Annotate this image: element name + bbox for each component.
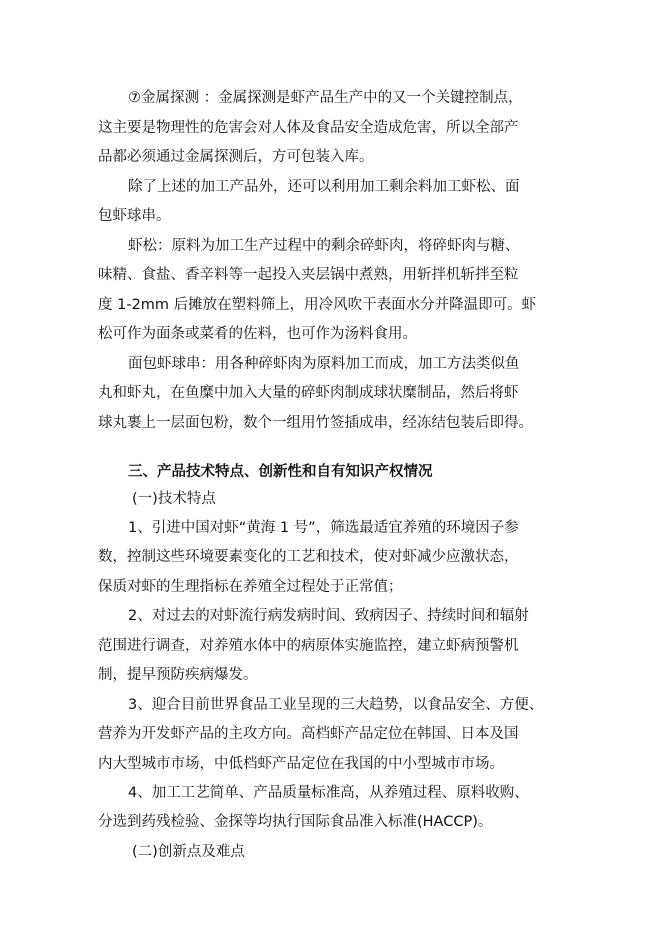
list-item-line: 保质对虾的生理指标在养殖全过程处于正常值； [98, 579, 403, 595]
text-line: 品都必须通过金属探测后，方可包装入库。 [98, 149, 374, 165]
text-line: 味精、食盐、香辛料等一起投入夹层锅中煮熟，用斩拌机斩拌至粒 [98, 267, 519, 283]
subsection-heading: (一)技术特点 [132, 491, 216, 507]
text-line: 度 1-2mm 后摊放在塑料筛上，用冷风吹干表面水分并降温即可。虾 [98, 297, 537, 313]
subsection-heading: (二)创新点及难点 [132, 844, 245, 860]
text-line: 虾松：原料为加工生产过程中的剩余碎虾肉，将碎虾肉与糖、 [128, 238, 520, 254]
list-item-line: 4、加工工艺简单、产品质量标准高，从养殖过程、原料收购、 [128, 785, 529, 801]
text-line: 除了上述的加工产品外，还可以利用加工剩余料加工虾松、面 [128, 179, 520, 195]
text-line: 这主要是物理性的危害会对人体及食品安全造成危害，所以全部产 [98, 120, 519, 136]
list-item-line: 2、对过去的对虾流行病发病时间、致病因子、持续时间和辐射 [128, 608, 529, 624]
list-item-line: 3、迎合目前世界食品工业呈现的三大趋势，以食品安全、方便、 [128, 697, 544, 713]
text-line: ⑦金属探测 ：金属探测是虾产品生产中的又一个关键控制点， [128, 90, 523, 106]
list-item-line: 范围进行调查，对养殖水体中的病原体实施监控，建立虾病预警机 [98, 638, 519, 654]
list-item-line: 分选到药残检验、金探等均执行国际食品准入标准(HACCP)。 [98, 814, 493, 830]
text-line: 包虾球串。 [98, 208, 171, 224]
text-line: 球丸裹上一层面包粉，数个一组用竹签插成串，经冻结包装后即得。 [98, 415, 533, 431]
list-item-line: 内大型城市市场，中低档虾产品定位在我国的中小型城市市场。 [98, 756, 504, 772]
section-heading: 三、产品技术特点、创新性和自有知识产权情况 [128, 464, 433, 480]
list-item-line: 数，控制这些环境要素变化的工艺和技术，使对虾减少应激状态， [98, 549, 519, 565]
list-item-line: 制，提早预防疾病爆发。 [98, 667, 258, 683]
text-line: 面包虾球串：用各种碎虾肉为原料加工而成，加工方法类似鱼 [128, 356, 520, 372]
list-item-line: 营养为开发虾产品的主攻方向。高档虾产品定位在韩国、日本及国 [98, 726, 519, 742]
text-line: 松可作为面条或菜肴的佐料，也可作为汤料食用。 [98, 326, 417, 342]
list-item-line: 1、引进中国对虾“黄海 1 号”，筛选最适宜养殖的环境因子参 [128, 520, 519, 536]
text-line: 丸和虾丸，在鱼糜中加入大量的碎虾肉制成球状糜制品，然后将虾 [98, 385, 519, 401]
